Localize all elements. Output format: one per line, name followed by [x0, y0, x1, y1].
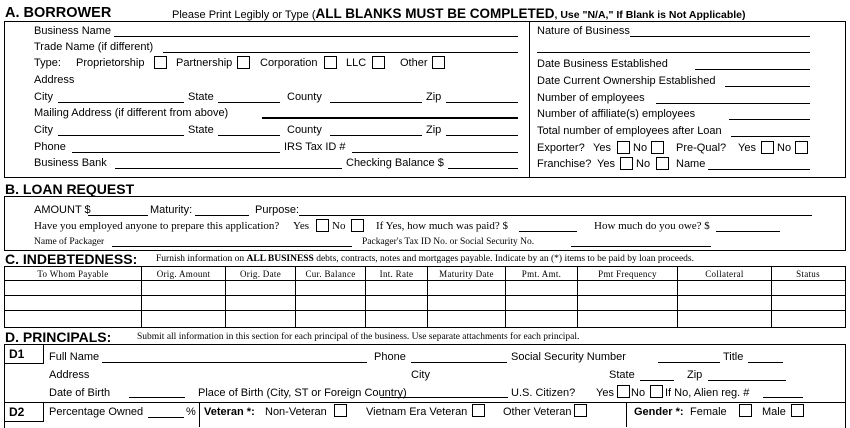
- date-ownership-field[interactable]: [725, 86, 810, 87]
- exporter-no-label: No: [633, 142, 648, 154]
- purpose-field[interactable]: [299, 215, 812, 216]
- citizen-yes-checkbox[interactable]: [617, 385, 630, 398]
- corporation-checkbox[interactable]: [324, 56, 337, 69]
- section-a-instructions: Please Print Legibly or Type (ALL BLANKS MUST BE COMPLETED, Use "N/A," If Blank is Not Applicable): [172, 6, 746, 21]
- trade-name-label: Trade Name (if different): [34, 41, 154, 53]
- nature-field-2[interactable]: [537, 52, 810, 53]
- col-header-pmt-amt: Pmt. Amt.: [521, 269, 562, 279]
- phone-label: Phone: [34, 141, 66, 153]
- amount-owe-field[interactable]: [716, 231, 780, 232]
- d2-top-rule: [4, 402, 845, 403]
- exporter-no-checkbox[interactable]: [651, 141, 664, 154]
- ssn-field[interactable]: [658, 362, 720, 363]
- ssn-label: Social Security Number: [511, 351, 626, 363]
- d2-divider: [199, 402, 200, 427]
- table-row-rule: [4, 295, 845, 296]
- checking-balance-label: Checking Balance $: [346, 157, 444, 169]
- exporter-yes-checkbox[interactable]: [617, 141, 630, 154]
- full-name-field[interactable]: [102, 362, 367, 363]
- date-established-field[interactable]: [695, 69, 810, 70]
- amount-paid-field[interactable]: [519, 231, 577, 232]
- irs-tax-id-label: IRS Tax ID #: [284, 141, 346, 153]
- employed-yes-checkbox[interactable]: [316, 219, 329, 232]
- non-veteran-label: Non-Veteran: [265, 406, 327, 418]
- citizen-no-checkbox[interactable]: [650, 385, 663, 398]
- packager-field[interactable]: [112, 246, 352, 247]
- prequal-yes-checkbox[interactable]: [761, 141, 774, 154]
- mailing-zip-label: Zip: [426, 124, 442, 136]
- prequal-label: Pre-Qual?: [676, 142, 727, 154]
- proprietorship-checkbox[interactable]: [154, 56, 167, 69]
- alien-label: If No, Alien reg. #: [665, 387, 750, 399]
- pob-field[interactable]: [380, 397, 508, 398]
- county-field[interactable]: [330, 102, 422, 103]
- nature-label: Nature of Business: [537, 25, 630, 37]
- num-employees-label: Number of employees: [537, 92, 645, 104]
- irs-tax-id-field[interactable]: [352, 152, 518, 153]
- principal-zip-label: Zip: [687, 369, 703, 381]
- prequal-yes-label: Yes: [738, 142, 756, 154]
- male-checkbox[interactable]: [791, 404, 804, 417]
- principal-zip-field[interactable]: [708, 380, 786, 381]
- female-label: Female: [690, 406, 727, 418]
- franchise-name-label: Name: [676, 158, 706, 170]
- other-label: Other: [400, 57, 428, 69]
- col-header-int-rate: Int. Rate: [379, 269, 414, 279]
- section-d-title: D. PRINCIPALS:: [5, 329, 112, 345]
- business-bank-label: Business Bank: [34, 157, 107, 169]
- total-employees-field[interactable]: [731, 136, 810, 137]
- type-label: Type:: [34, 57, 61, 69]
- franchise-no-checkbox[interactable]: [656, 157, 669, 170]
- amount-label: AMOUNT $: [34, 204, 91, 216]
- business-name-field[interactable]: [114, 36, 518, 37]
- mailing-county-label: County: [287, 124, 322, 136]
- prequal-no-checkbox[interactable]: [795, 141, 808, 154]
- col-header-cur-balance: Cur. Balance: [305, 269, 356, 279]
- franchise-yes-checkbox[interactable]: [620, 157, 633, 170]
- phone-field[interactable]: [72, 152, 280, 153]
- principal-phone-field[interactable]: [411, 362, 507, 363]
- franchise-name-field[interactable]: [708, 169, 810, 170]
- employed-no-label: No: [332, 220, 346, 232]
- mailing-county-field[interactable]: [330, 135, 422, 136]
- business-name-label: Business Name: [34, 25, 112, 37]
- borrower-divider: [529, 21, 530, 177]
- col-header-to-whom: To Whom Payable: [37, 269, 109, 279]
- employed-yes-label: Yes: [293, 220, 310, 232]
- section-a-title: A. BORROWER: [5, 5, 112, 21]
- d2-label: D2: [9, 405, 25, 419]
- business-bank-field[interactable]: [115, 168, 342, 169]
- mailing-address-field[interactable]: [262, 117, 518, 119]
- mailing-address-label: Mailing Address (if different from above): [34, 107, 229, 119]
- principal-address-label: Address: [49, 369, 90, 381]
- table-row-rule: [4, 310, 845, 311]
- city-field[interactable]: [58, 102, 184, 103]
- col-header-maturity-date: Maturity Date: [439, 269, 494, 279]
- num-affiliate-field[interactable]: [729, 119, 810, 120]
- veteran-label: Veteran *:: [204, 406, 255, 418]
- num-employees-field[interactable]: [656, 103, 810, 104]
- maturity-label: Maturity:: [150, 204, 193, 216]
- state-field[interactable]: [218, 102, 280, 103]
- col-header-status: Status: [796, 269, 820, 279]
- principal-state-field[interactable]: [640, 380, 674, 381]
- other-veteran-label: Other Veteran: [503, 406, 572, 418]
- employed-no-checkbox[interactable]: [351, 219, 364, 232]
- county-label: County: [287, 91, 322, 103]
- maturity-field[interactable]: [195, 215, 249, 216]
- packager-tax-label: Packager's Tax ID No. or Social Security No.: [362, 237, 535, 247]
- col-header-orig-amount: Orig. Amount: [156, 269, 211, 279]
- mailing-state-field[interactable]: [218, 135, 280, 136]
- vietnam-veteran-label: Vietnam Era Veteran: [366, 406, 468, 418]
- title-label: Title: [723, 351, 744, 363]
- franchise-yes-label: Yes: [597, 158, 615, 170]
- gender-divider: [626, 402, 627, 427]
- franchise-label: Franchise?: [537, 158, 592, 170]
- checking-balance-field[interactable]: [448, 168, 518, 169]
- employed-question: Have you employed anyone to prepare this application?: [34, 220, 280, 232]
- other-veteran-checkbox[interactable]: [574, 404, 587, 417]
- zip-label: Zip: [426, 91, 442, 103]
- female-checkbox[interactable]: [739, 404, 752, 417]
- zip-field[interactable]: [446, 102, 518, 103]
- citizen-no-label: No: [631, 387, 646, 399]
- dob-field[interactable]: [129, 397, 185, 398]
- title-field[interactable]: [748, 362, 783, 363]
- prequal-no-label: No: [777, 142, 792, 154]
- city-label: City: [34, 91, 53, 103]
- principal-city-label: City: [411, 369, 430, 381]
- proprietorship-label: Proprietorship: [76, 57, 145, 69]
- mailing-city-label: City: [34, 124, 53, 136]
- packager-tax-field[interactable]: [571, 246, 711, 247]
- mailing-city-field[interactable]: [58, 135, 184, 136]
- col-header-pmt-frequency: Pmt Frequency: [598, 269, 657, 279]
- state-label: State: [188, 91, 214, 103]
- vietnam-veteran-checkbox[interactable]: [472, 404, 485, 417]
- section-c-title: C. INDEBTEDNESS:: [5, 251, 138, 267]
- trade-name-field[interactable]: [163, 52, 518, 53]
- alien-reg-field[interactable]: [763, 397, 803, 398]
- owe-label: How much do you owe? $: [594, 220, 710, 232]
- male-label: Male: [762, 406, 786, 418]
- llc-checkbox[interactable]: [372, 56, 385, 69]
- nature-field[interactable]: [630, 36, 810, 37]
- purpose-label: Purpose:: [255, 204, 300, 216]
- franchise-no-label: No: [636, 158, 651, 170]
- packager-label: Name of Packager: [34, 237, 105, 247]
- llc-label: LLC: [346, 57, 367, 69]
- gender-label: Gender *:: [634, 406, 684, 418]
- if-yes-label: If Yes, how much was paid? $: [376, 220, 508, 232]
- exporter-yes-label: Yes: [593, 142, 611, 154]
- citizen-yes-label: Yes: [596, 387, 614, 399]
- section-d-instructions: Submit all information in this section for each principal of the business. Use separate attachments for each principal.: [137, 332, 580, 342]
- date-ownership-label: Date Current Ownership Established: [537, 75, 716, 87]
- partnership-checkbox[interactable]: [237, 56, 250, 69]
- full-name-label: Full Name: [49, 351, 100, 363]
- amount-field[interactable]: [88, 215, 148, 216]
- pob-label: Place of Birth (City, ST or Foreign Country): [198, 387, 407, 399]
- date-established-label: Date Business Established: [537, 58, 668, 70]
- address-label: Address: [34, 74, 75, 86]
- non-veteran-checkbox[interactable]: [334, 404, 347, 417]
- col-header-collateral: Collateral: [705, 269, 744, 279]
- principal-state-label: State: [609, 369, 635, 381]
- col-header-orig-date: Orig. Date: [240, 269, 281, 279]
- citizen-label: U.S. Citizen?: [511, 387, 576, 399]
- mailing-state-label: State: [188, 124, 214, 136]
- d1-label: D1: [9, 347, 25, 361]
- corporation-label: Corporation: [260, 57, 318, 69]
- total-employees-label: Total number of employees after Loan: [537, 125, 722, 137]
- section-b-title: B. LOAN REQUEST: [5, 181, 135, 197]
- section-c-instructions: Furnish information on ALL BUSINESS debts, contracts, notes and mortgages payable. Indicate by an (*) items to be paid by loan proceeds.: [156, 254, 694, 264]
- partnership-label: Partnership: [176, 57, 233, 69]
- table-header-rule: [4, 280, 845, 281]
- exporter-label: Exporter?: [537, 142, 585, 154]
- other-checkbox[interactable]: [432, 56, 445, 69]
- mailing-zip-field[interactable]: [446, 135, 518, 136]
- phone-label-d: Phone: [374, 351, 406, 363]
- dob-label: Date of Birth: [49, 387, 111, 399]
- pct-owned-field[interactable]: [148, 417, 184, 418]
- num-affiliate-label: Number of affiliate(s) employees: [537, 108, 696, 120]
- pct-owned-label: Percentage Owned: [49, 406, 144, 418]
- pct-sign: %: [186, 406, 196, 418]
